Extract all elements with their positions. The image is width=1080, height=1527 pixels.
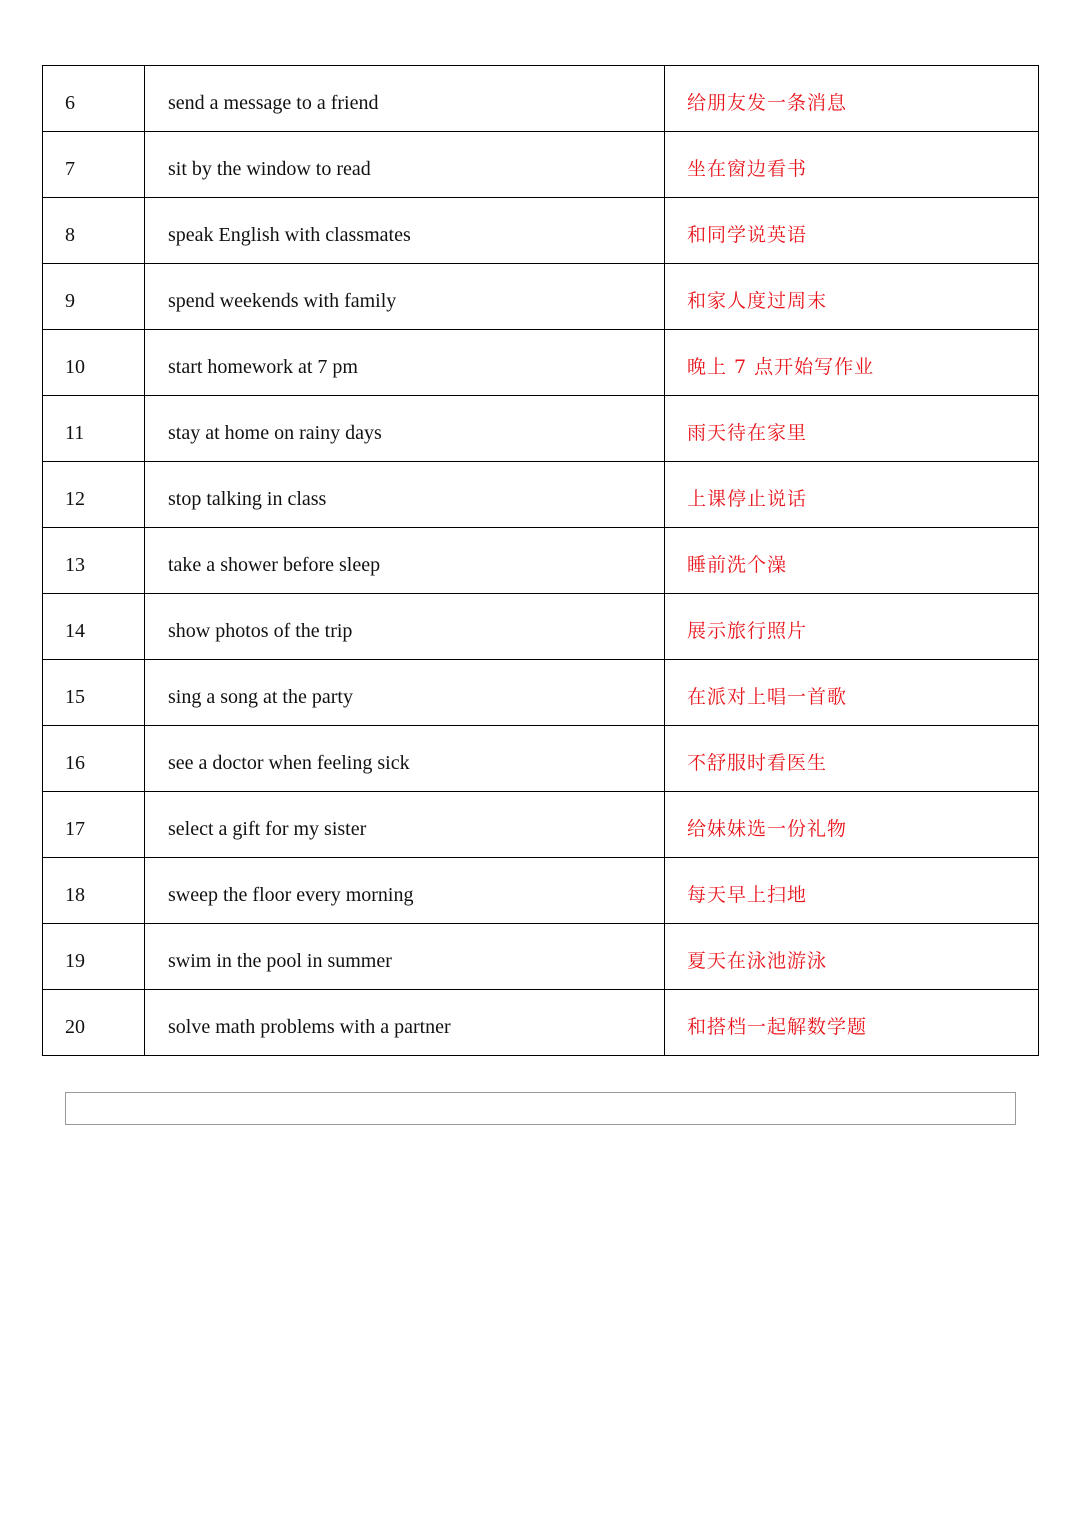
chinese-translation: 和家人度过周末 <box>665 264 1039 330</box>
table-row <box>43 594 1039 660</box>
chinese-translation: 在派对上唱一首歌 <box>665 660 1039 726</box>
table-row <box>43 132 1039 198</box>
table-row <box>43 858 1039 924</box>
row-number: 11 <box>43 396 145 462</box>
english-phrase: sweep the floor every morning <box>145 858 665 924</box>
english-phrase: swim in the pool in summer <box>145 924 665 990</box>
chinese-translation: 每天早上扫地 <box>665 858 1039 924</box>
chinese-translation: 不舒服时看医生 <box>665 726 1039 792</box>
english-phrase: see a doctor when feeling sick <box>145 726 665 792</box>
row-number: 6 <box>43 66 145 132</box>
chinese-translation: 和搭档一起解数学题 <box>665 990 1039 1056</box>
table-row <box>43 792 1039 858</box>
table-row <box>43 990 1039 1056</box>
chinese-translation: 展示旅行照片 <box>665 594 1039 660</box>
table-row <box>43 198 1039 264</box>
row-number: 9 <box>43 264 145 330</box>
english-phrase: select a gift for my sister <box>145 792 665 858</box>
vocabulary-table <box>42 65 1039 1056</box>
table-row <box>43 726 1039 792</box>
table-row <box>43 66 1039 132</box>
chinese-translation: 和同学说英语 <box>665 198 1039 264</box>
english-phrase: stay at home on rainy days <box>145 396 665 462</box>
english-phrase: speak English with classmates <box>145 198 665 264</box>
row-number: 17 <box>43 792 145 858</box>
english-phrase: start homework at 7 pm <box>145 330 665 396</box>
row-number: 14 <box>43 594 145 660</box>
vocabulary-table-body <box>43 66 1039 1056</box>
table-row <box>43 396 1039 462</box>
row-number: 15 <box>43 660 145 726</box>
english-phrase: send a message to a friend <box>145 66 665 132</box>
english-phrase: sit by the window to read <box>145 132 665 198</box>
english-phrase: take a shower before sleep <box>145 528 665 594</box>
row-number: 10 <box>43 330 145 396</box>
english-phrase: spend weekends with family <box>145 264 665 330</box>
row-number: 16 <box>43 726 145 792</box>
row-number: 19 <box>43 924 145 990</box>
english-phrase: show photos of the trip <box>145 594 665 660</box>
table-row <box>43 330 1039 396</box>
chinese-translation: 夏天在泳池游泳 <box>665 924 1039 990</box>
table-row <box>43 660 1039 726</box>
english-phrase: stop talking in class <box>145 462 665 528</box>
chinese-translation: 坐在窗边看书 <box>665 132 1039 198</box>
row-number: 12 <box>43 462 145 528</box>
chinese-translation: 雨天待在家里 <box>665 396 1039 462</box>
row-number: 18 <box>43 858 145 924</box>
row-number: 7 <box>43 132 145 198</box>
english-phrase: sing a song at the party <box>145 660 665 726</box>
table-row <box>43 264 1039 330</box>
table-row <box>43 528 1039 594</box>
empty-note-box <box>65 1092 1016 1125</box>
chinese-translation: 给妹妹选一份礼物 <box>665 792 1039 858</box>
chinese-translation: 给朋友发一条消息 <box>665 66 1039 132</box>
row-number: 20 <box>43 990 145 1056</box>
row-number: 13 <box>43 528 145 594</box>
chinese-translation: 晚上 7 点开始写作业 <box>665 330 1039 396</box>
row-number: 8 <box>43 198 145 264</box>
chinese-translation: 上课停止说话 <box>665 462 1039 528</box>
chinese-translation: 睡前洗个澡 <box>665 528 1039 594</box>
english-phrase: solve math problems with a partner <box>145 990 665 1056</box>
table-row <box>43 462 1039 528</box>
table-row <box>43 924 1039 990</box>
